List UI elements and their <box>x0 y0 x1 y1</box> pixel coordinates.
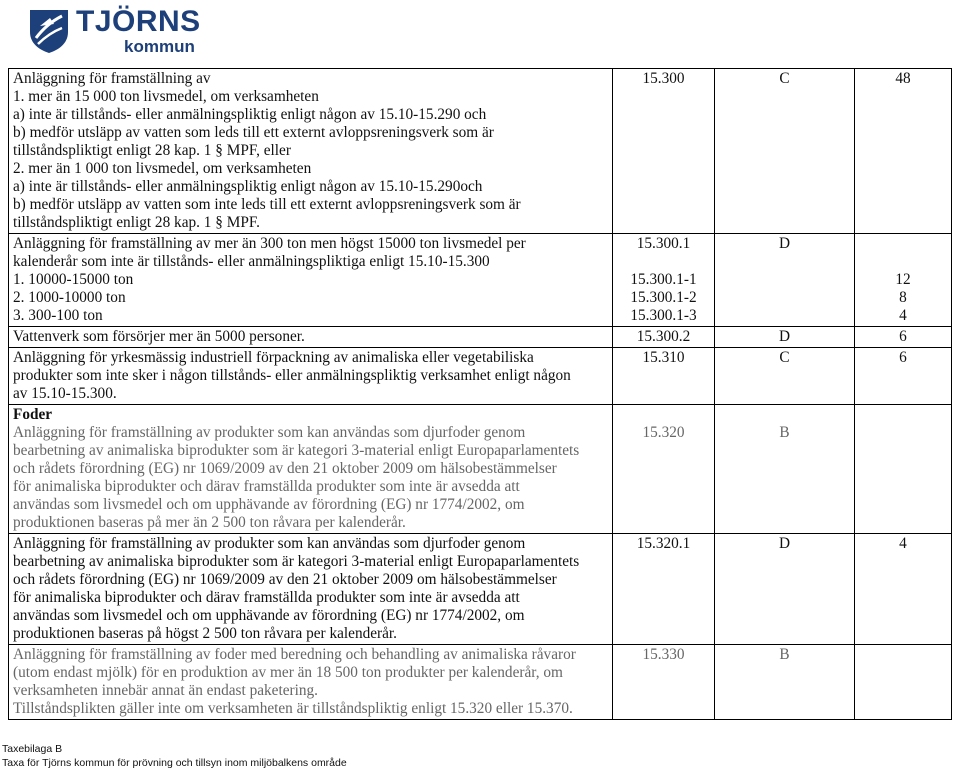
activity-description <box>9 405 613 534</box>
page-footer <box>2 742 347 770</box>
description-line: b) medför utsläpp av vatten som inte leds till ett externt avloppsreningsverk som är <box>13 196 521 213</box>
description-line: Anläggning för framställning av foder med beredning och behandling av animaliska råvaror <box>13 646 576 663</box>
code-gap <box>617 406 710 424</box>
activity-description <box>9 534 613 645</box>
test-class: D <box>715 234 855 327</box>
fee-gap <box>859 235 947 253</box>
activity-description <box>9 234 613 327</box>
table-row <box>9 645 952 720</box>
table-row <box>9 405 952 534</box>
description-line: produktionen baseras på högst 2 500 ton råvara per kalenderår. <box>13 625 397 642</box>
description-line: Anläggning för framställning av produkter som kan användas som djurfoder genom <box>13 535 526 552</box>
fee-line: 8 <box>899 289 907 306</box>
table-row <box>9 69 952 234</box>
description-line: Anläggning för yrkesmässig industriell förpackning av animaliska eller vegetabiliska <box>13 349 534 366</box>
description-line: Anläggning för framställning av produkter som kan användas som djurfoder genom <box>13 424 526 441</box>
description-line: Tillståndsplikten gäller inte om verksamheten är tillståndspliktig enligt 15.320 eller 15.370. <box>13 700 573 717</box>
description-line: användas som livsmedel och om upphävande av förordning (EG) nr 1774/2002, om <box>13 496 525 513</box>
code-line: 15.300.1-1 <box>630 271 697 288</box>
fee-gap <box>859 253 947 271</box>
description-line: produktionen baseras på mer än 2 500 ton råvara per kalenderår. <box>13 514 406 531</box>
description-line: 2. mer än 1 000 ton livsmedel, om verksamheten <box>13 160 312 177</box>
code-line: 15.300.1-2 <box>630 289 697 306</box>
code-gap <box>617 253 710 271</box>
fee-value <box>855 234 952 327</box>
description-line: b) medför utsläpp av vatten som leds till ett externt avloppsreningsverk som är <box>13 124 494 141</box>
description-line: tillståndspliktigt enligt 28 kap. 1 § MPF, eller <box>13 142 291 159</box>
logo-wordmark <box>76 7 201 55</box>
description-line: kalenderår som inte är tillstånds- eller anmälningspliktiga enligt 15.10-15.300 <box>13 253 490 270</box>
code-line: 15.300.1-3 <box>630 307 697 324</box>
description-line: (utom endast mjölk) för en produktion av mer än 18 500 ton produkter per kalenderår, om <box>13 664 563 681</box>
activity-description <box>9 69 613 234</box>
activity-description <box>9 327 613 348</box>
description-line: 1. 10000-15000 ton <box>13 271 134 288</box>
description-line: 3. 300-100 ton <box>13 307 103 324</box>
description-line: för animaliska biprodukter och därav framställda produkter som inte är avsedda att <box>13 589 520 606</box>
description-line: Vattenverk som försörjer mer än 5000 personer. <box>13 328 305 345</box>
table-row <box>9 348 952 405</box>
description-line: a) inte är tillstånds- eller anmälningspliktig enligt någon av 15.10-15.290och <box>13 178 483 195</box>
description-line: Anläggning för framställning av <box>13 70 211 87</box>
description-line: a) inte är tillstånds- eller anmälningspliktig enligt någon av 15.10-15.290 och <box>13 106 487 123</box>
test-class: D <box>715 534 855 645</box>
description-line: och rådets förordning (EG) nr 1069/2009 av den 21 oktober 2009 om hälsobestämmelser <box>13 571 557 588</box>
code-line: 15.300.1 <box>636 235 691 252</box>
fee-value: 4 <box>855 534 952 645</box>
municipality-logo <box>28 6 201 56</box>
description-line: tillståndspliktigt enligt 28 kap. 1 § MPF. <box>13 214 260 231</box>
fee-value: 6 <box>855 327 952 348</box>
test-class: B <box>715 645 855 720</box>
fee-value <box>855 645 952 720</box>
fee-line: 4 <box>899 307 907 324</box>
class-line: B <box>779 424 790 441</box>
description-line: produkter som inte sker i någon tillstånds- eller anmälningspliktig verksamhet enligt någon <box>13 367 571 384</box>
code-line: 15.320 <box>642 424 685 441</box>
tax-table <box>8 68 952 720</box>
description-line: för animaliska biprodukter och därav framställda produkter som inte är avsedda att <box>13 478 520 495</box>
class-gap <box>719 406 850 424</box>
activity-code <box>613 234 715 327</box>
footer-subtitle: Taxa för Tjörns kommun för prövning och tillsyn inom miljöbalkens område <box>2 757 347 769</box>
description-line: och rådets förordning (EG) nr 1069/2009 av den 21 oktober 2009 om hälsobestämmelser <box>13 460 557 477</box>
activity-code: 15.320.1 <box>613 534 715 645</box>
activity-code: 15.300 <box>613 69 715 234</box>
activity-code: 15.300.2 <box>613 327 715 348</box>
test-class <box>715 405 855 534</box>
description-line: bearbetning av animaliska biprodukter som är kategori 3-material enligt Europaparlamentets <box>13 553 580 570</box>
activity-code: 15.330 <box>613 645 715 720</box>
table-row <box>9 234 952 327</box>
description-line: verksamheten innebär annat än endast paketering. <box>13 682 318 699</box>
fee-value: 6 <box>855 348 952 405</box>
test-class: D <box>715 327 855 348</box>
test-class: C <box>715 348 855 405</box>
shield-icon <box>28 8 70 54</box>
description-line: Anläggning för framställning av mer än 300 ton men högst 15000 ton livsmedel per <box>13 235 526 252</box>
fee-value <box>855 405 952 534</box>
table-row <box>9 534 952 645</box>
description-line: av 15.10-15.300. <box>13 385 117 402</box>
table-row <box>9 327 952 348</box>
section-heading: Foder <box>13 406 53 423</box>
activity-description <box>9 348 613 405</box>
fee-line: 12 <box>895 271 911 288</box>
description-line: 1. mer än 15 000 ton livsmedel, om verksamheten <box>13 88 319 105</box>
logo-subtitle: kommun <box>124 37 195 56</box>
logo-name: TJÖRNS <box>76 5 201 38</box>
description-line: 2. 1000-10000 ton <box>13 289 126 306</box>
footer-title: Taxebilaga B <box>2 743 63 755</box>
activity-code: 15.310 <box>613 348 715 405</box>
description-line: användas som livsmedel och om upphävande av förordning (EG) nr 1774/2002, om <box>13 607 525 624</box>
test-class: C <box>715 69 855 234</box>
description-line: bearbetning av animaliska biprodukter som är kategori 3-material enligt Europaparlamentets <box>13 442 580 459</box>
activity-code <box>613 405 715 534</box>
activity-description <box>9 645 613 720</box>
fee-value: 48 <box>855 69 952 234</box>
